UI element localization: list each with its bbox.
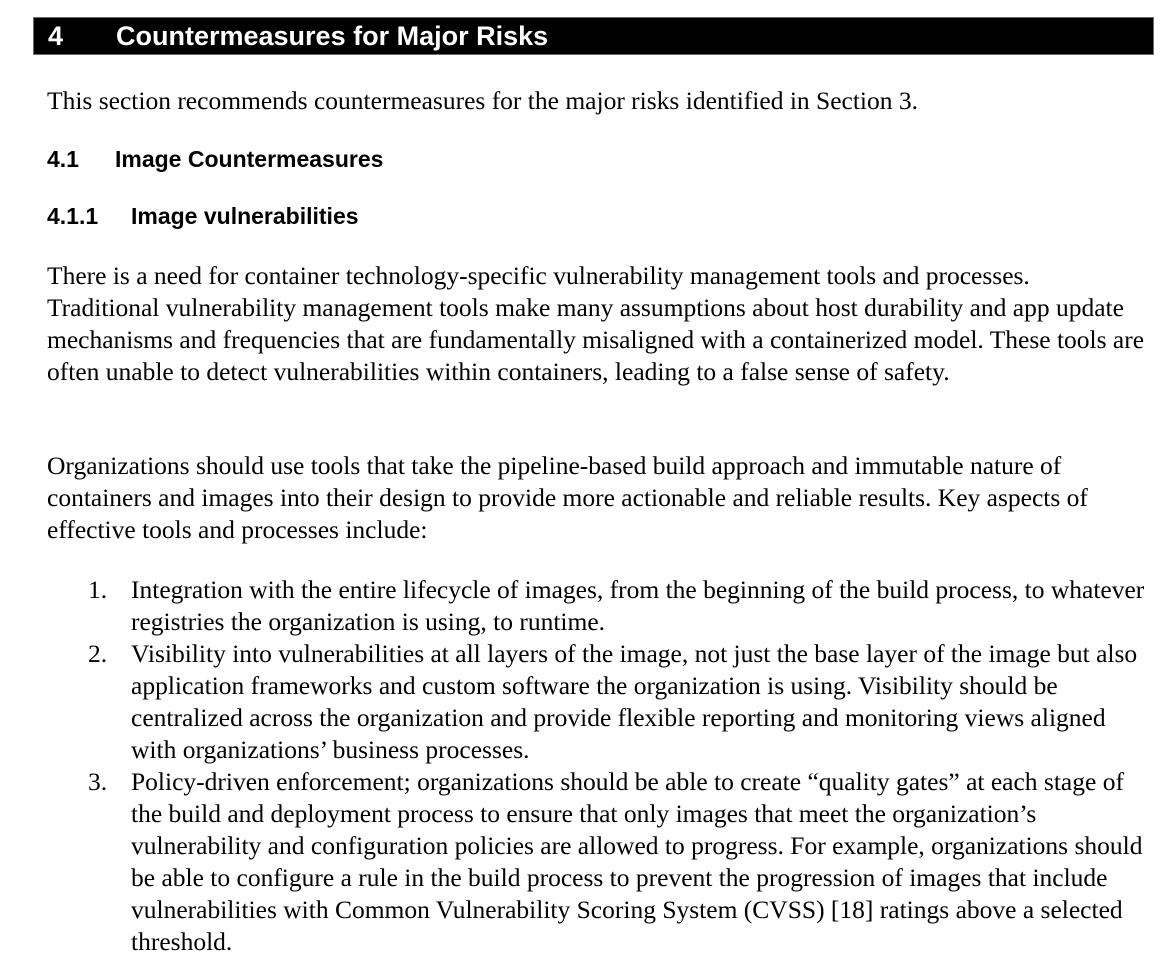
list-item-number: 1. [88, 575, 108, 604]
subsection-number: 4.1 [47, 146, 79, 172]
intro-paragraph: This section recommends countermeasures for the major risks identified in Section 3. [47, 86, 919, 115]
list-item-text: Policy-driven enforcement; organizations should be able to create “quality gates” at each stage of the build and deployment process to ensure that only images that meet the organization’s vulnerability and configuration policies are allowed to progress. For example, organizations should be able to configure a rule in the build process to prevent the progression of images that include vulnerabilities with Common Vulnerability Scoring System (CVSS) [18] ratings above a selected threshold. [131, 767, 1143, 956]
subsection-heading [47, 145, 383, 173]
section-number: 4 [48, 21, 64, 51]
section-heading-bar [33, 17, 1154, 55]
subsubsection-number: 4.1.1 [47, 203, 99, 229]
body-paragraph: Organizations should use tools that take the pipeline-based build approach and immutable nature of containers and images into their design to provide more actionable and reliable results. Key aspects of effective tools and processes include: [47, 451, 1088, 544]
list-item-text: Integration with the entire lifecycle of images, from the beginning of the build process, to whatever registries the organization is using, to runtime. [131, 575, 1145, 636]
subsubsection-heading [47, 202, 359, 230]
list-item-number: 3. [88, 767, 108, 796]
list-item-text: Visibility into vulnerabilities at all layers of the image, not just the base layer of the image but also application frameworks and custom software the organization is using. Visibility should be centralized across the organization and provide flexible reporting and monitoring views aligned with organizations’ business processes. [131, 639, 1138, 764]
list-item [47, 766, 1157, 958]
section-title: Countermeasures for Major Risks [116, 21, 549, 51]
list-item [47, 574, 1157, 638]
subsubsection-title: Image vulnerabilities [131, 203, 359, 229]
body-paragraph: There is a need for container technology-specific vulnerability management tools and processes. Traditional vulnerability management tools make many assumptions about host durability and app update mechanisms and frequencies that are fundamentally misaligned with a containerized model. These tools are often unable to detect vulnerabilities within containers, leading to a false sense of safety. [47, 261, 1145, 386]
list-item-number: 2. [88, 639, 108, 668]
list-item [47, 638, 1157, 766]
numbered-list [47, 574, 1157, 958]
subsection-title: Image Countermeasures [115, 146, 384, 172]
